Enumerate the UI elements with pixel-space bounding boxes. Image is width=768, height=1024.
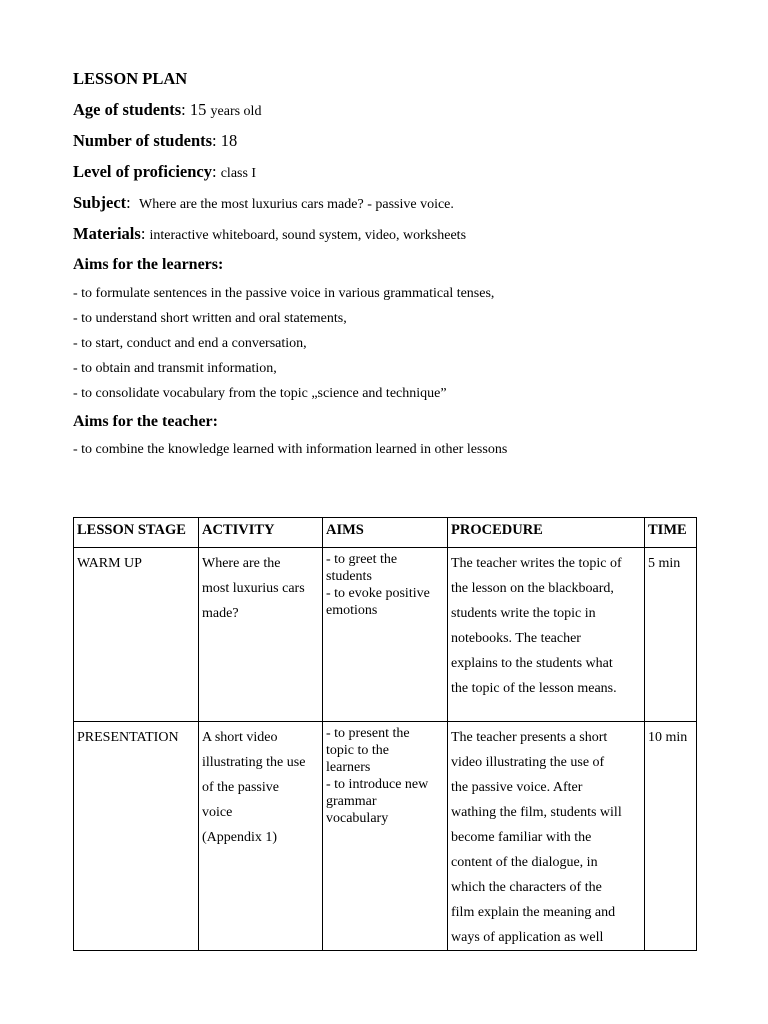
cell-line: learners (326, 760, 371, 775)
header-time: TIME (645, 518, 697, 548)
field-number: Number of students: 18 (73, 131, 238, 150)
cell-line: A short video (202, 730, 278, 745)
field-level-label: Level of proficiency (73, 162, 212, 181)
cell-line: film explain the meaning and (451, 905, 616, 920)
aims-teacher-heading: Aims for the teacher: (73, 413, 218, 430)
table-row (74, 548, 697, 722)
cell-line: content of the dialogue, in (451, 855, 598, 870)
cell-line: vocabulary (326, 811, 389, 826)
cell-line: - to evoke positive (326, 586, 430, 601)
cell-line: Where are the (202, 556, 281, 571)
cell-line: students (326, 569, 372, 584)
cell-line: the topic of the lesson means. (451, 681, 617, 696)
cell-line: of the passive (202, 780, 279, 795)
aims-learners-item: - to formulate sentences in the passive voice in various grammatical tenses, (73, 286, 495, 301)
cell-time: 10 min (645, 722, 697, 951)
field-level-value: class I (220, 166, 257, 181)
aims-learners-item: - to understand short written and oral statements, (73, 311, 347, 326)
cell-line: notebooks. The teacher (451, 631, 581, 646)
cell-procedure (448, 548, 645, 722)
cell-line: emotions (326, 603, 378, 618)
field-subject-value: Where are the most luxurius cars made? - passive voice. (139, 197, 454, 212)
cell-line: most luxurius cars (202, 581, 305, 596)
field-materials-label: Materials (73, 224, 141, 243)
field-materials-value: interactive whiteboard, sound system, video, worksheets (149, 228, 467, 243)
header-activity: ACTIVITY (199, 518, 323, 548)
aims-learners-item: - to consolidate vocabulary from the topic „science and technique” (73, 386, 447, 401)
table-row (74, 722, 697, 951)
cell-line: students write the topic in (451, 606, 596, 621)
cell-stage: WARM UP (74, 548, 199, 722)
cell-line: voice (202, 805, 233, 820)
cell-line: - to greet the (326, 552, 398, 567)
aims-learners-item: - to obtain and transmit information, (73, 361, 277, 376)
header-procedure: PROCEDURE (448, 518, 645, 548)
cell-line: which the characters of the (451, 880, 602, 895)
cell-line: topic to the (326, 743, 389, 758)
table-header-row (74, 518, 697, 548)
cell-stage: PRESENTATION (74, 722, 199, 951)
document-title: LESSON PLAN (73, 69, 188, 88)
cell-line: the lesson on the blackboard, (451, 581, 614, 596)
cell-line: ways of application as well (451, 930, 604, 945)
field-age: Age of students: 15 years old (73, 100, 262, 119)
cell-line: made? (202, 606, 239, 621)
cell-aims (323, 548, 448, 722)
field-level: Level of proficiency: class I (73, 162, 257, 181)
cell-line: become familiar with the (451, 830, 592, 845)
cell-activity (199, 722, 323, 951)
aims-learners-heading: Aims for the learners: (73, 256, 224, 273)
header-lesson-stage: LESSON STAGE (74, 518, 199, 548)
cell-line: - to introduce new (326, 777, 429, 792)
lesson-plan-table (73, 517, 697, 951)
cell-line: the passive voice. After (451, 780, 583, 795)
field-subject: Subject: Where are the most luxurius cars made? - passive voice. (73, 193, 454, 212)
cell-time: 5 min (645, 548, 697, 722)
cell-line: explains to the students what (451, 656, 613, 671)
field-number-value: 18 (220, 131, 238, 150)
cell-aims (323, 722, 448, 951)
cell-line: (Appendix 1) (202, 830, 278, 845)
aims-learners-item: - to start, conduct and end a conversation, (73, 336, 307, 351)
cell-line: video illustrating the use of (451, 755, 605, 770)
aims-teacher-item: - to combine the knowledge learned with information learned in other lessons (73, 442, 508, 457)
cell-line: The teacher presents a short (451, 730, 608, 745)
field-age-unit: years old (210, 104, 262, 119)
field-age-label: Age of students (73, 100, 182, 119)
cell-line: The teacher writes the topic of (451, 556, 622, 571)
cell-procedure (448, 722, 645, 951)
cell-line: - to present the (326, 726, 410, 741)
cell-activity (199, 548, 323, 722)
cell-line: grammar (326, 794, 377, 809)
field-age-number: 15 (189, 100, 207, 119)
cell-line: illustrating the use (202, 755, 306, 770)
field-materials: Materials: interactive whiteboard, sound system, video, worksheets (73, 224, 467, 243)
field-number-label: Number of students (73, 131, 213, 150)
cell-line: wathing the film, students will (451, 805, 622, 820)
field-subject-label: Subject (73, 193, 127, 212)
header-aims: AIMS (323, 518, 448, 548)
